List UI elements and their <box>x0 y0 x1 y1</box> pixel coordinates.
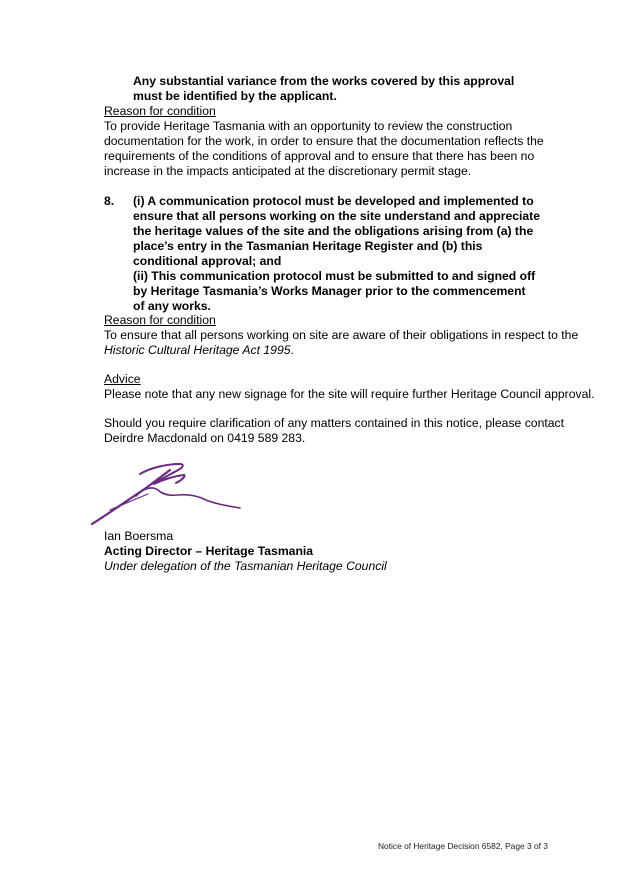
condition-8-number: 8. <box>104 194 115 208</box>
reason-heading-2: Reason for condition <box>104 313 216 327</box>
signatory-title: Acting Director – Heritage Tasmania <box>104 544 314 558</box>
signatory-delegation: Under delegation of the Tasmanian Heritage Council <box>104 559 387 573</box>
act-name: Historic Cultural Heritage Act 1995 <box>104 343 291 357</box>
variance-line-2: must be identified by the applicant. <box>133 89 337 103</box>
condition-8-line-5: conditional approval; and <box>133 254 282 268</box>
reason-2-line-1: To ensure that all persons working on site are aware of their obligations in respect to the <box>104 328 579 342</box>
contact-line-2: Deirdre Macdonald on 0419 589 283. <box>104 431 306 445</box>
reason-1-line-1: To provide Heritage Tasmania with an opportunity to review the construction <box>104 119 513 133</box>
condition-8-line-3: the heritage values of the site and the obligations arising from (a) the <box>133 224 534 238</box>
reason-1-line-4: increase in the impacts anticipated at the discretionary permit stage. <box>104 164 472 178</box>
advice-text: Please note that any new signage for the site will require further Heritage Council approval. <box>104 387 595 401</box>
condition-8-line-8: of any works. <box>133 299 211 313</box>
variance-line-1: Any substantial variance from the works covered by this approval <box>133 74 515 88</box>
page-footer: Notice of Heritage Decision 6582, Page 3 of 3 <box>378 841 548 851</box>
condition-8-line-2: ensure that all persons working on the site understand and appreciate <box>133 209 541 223</box>
act-suffix: . <box>290 343 294 357</box>
signatory-name: Ian Boersma <box>104 529 174 543</box>
reason-1-line-3: requirements of the conditions of approval and to ensure that there has been no <box>104 149 535 163</box>
handwritten-signature <box>88 458 248 530</box>
reason-1-line-2: documentation for the work, in order to ensure that the documentation reflects the <box>104 134 544 148</box>
condition-8-line-7: by Heritage Tasmania’s Works Manager prior to the commencement <box>133 284 526 298</box>
contact-line-1: Should you require clarification of any matters contained in this notice, please contact <box>104 416 565 430</box>
reason-2-line-2 <box>104 343 294 358</box>
reason-heading-1: Reason for condition <box>104 104 216 118</box>
condition-8-line-6: (ii) This communication protocol must be submitted to and signed off <box>133 269 536 283</box>
condition-8-line-1: (i) A communication protocol must be developed and implemented to <box>133 194 534 208</box>
condition-8-line-4: place’s entry in the Tasmanian Heritage Register and (b) this <box>133 239 483 253</box>
advice-heading: Advice <box>104 372 141 386</box>
